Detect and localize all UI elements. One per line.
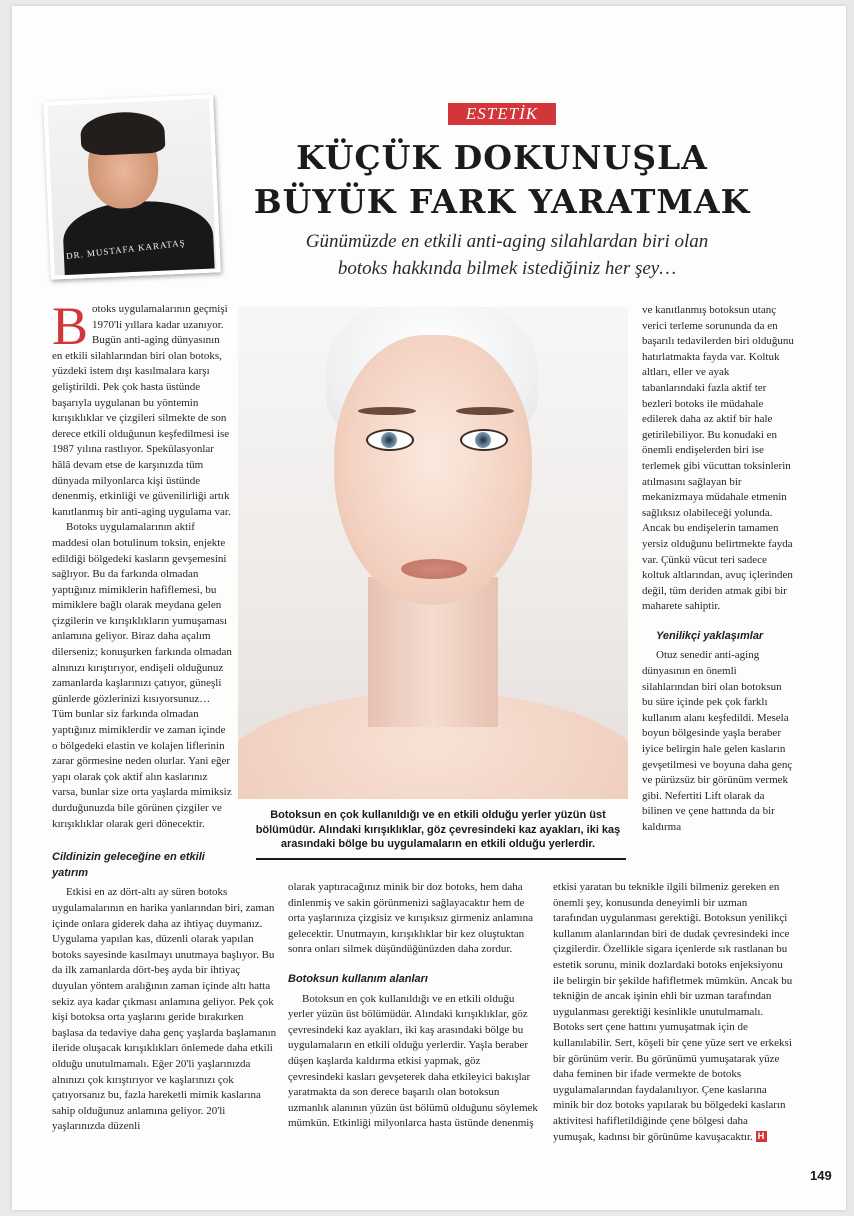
end-mark-icon: H: [756, 1131, 767, 1142]
author-photo: [43, 94, 221, 279]
drop-cap: B: [52, 296, 89, 356]
subtitle: [262, 228, 752, 282]
column-3-paragraph-2: Otuz senedir anti-aging dünyasının en önemli silahlarından biri olan botoksun bu süre içinde pek çok farklı kullanım alanı keşfedildi. Mesela boyun bölgesinde yaşla beraber iyice belirgin hale gelen kasların gevşetilmesi ve boyuna daha genç ve pürüzsüz bir görünüm vermek gibi. Nefertiti Lift olarak da bilinen ve çene hattında da bir kaldırma: [642, 649, 793, 833]
photo-right-brow: [456, 407, 514, 415]
article-column-4: [553, 880, 793, 1145]
photo-right-eye: [460, 429, 508, 451]
column-2-paragraph-2: Botoksun en çok kullanıldığı ve en etkili olduğu yerler yüzün üst bölümüdür. Alındaki kırışıklıklar, göz çevresindeki kaz ayakları, iki kaş arasındaki bölge bu uygulamaların en etkili olduğu yerlerdir. Yaşla beraber düşen kaşlarda kaldırma etkisi yapmak, göz çevresindeki kasları gevşeterek daha etkileyici bakışlar yaratmakta da son derece başarılı olan botoksun uzmanlık alanının yüzün üst bölümü olduğunu söylemek mümkün. Etkinliği milyonlarca hasta üstünde denenmiş: [288, 992, 538, 1130]
photo-lips: [401, 559, 467, 579]
column-1-paragraph-3: Etkisi en az dört-altı ay süren botoks uygulamalarının en harika yanlarından biri, zaman içinde onlara giderek daha az ihtiyaç duymanız. Uygulama yapılan kas, düzenli olarak yapılan botoks sayesinde kasılmayı unutmaya başlıyor. Bu da ilk zamanlarda dört-beş ayda bir ihtiyaç duyulan yöntem aralığının zaman içinde altı hatta sekiz aya kadar çıkması anlamına geliyor. Pek çok kişi botoksa orta yaşlarını geride bırakırken başlasa da tedaviye daha genç yaşlarda başlamanın ileride oluşacak kırışıklıkları önlemede daha etkili olduğu unutulmamalı. Eğer 20'li yaşlarınızda alnınızı çok kırıştırıyor ve kaşlarınızı çok çatıyorsanız bu, fazla hareketli mimik kaslarına sahip olduğunuz anlamına geliyor. 20'li yaşlarınızda düzenli: [52, 886, 277, 1133]
hero-photo: [238, 307, 628, 799]
photo-left-eye: [366, 429, 414, 451]
article-column-1: [52, 296, 277, 1135]
column-1-paragraph-1: Botoks uygulamalarının geçmişi 1970'li yıllara kadar uzanıyor. Bugün anti-aging dünyasının en etkili silahlarından biri olan botoks, yüzdeki istem dışı kasılmalara karşı geliştirildi. Pek çok hasta üstünde başarıyla uygulanan bu yöntemin kırışıklıklar ve çizgileri silmekte de son derece etkili olduğunun keşfedilmesi ise 1987 yılına rastlıyor. Spekülasyonlar hâlâ devam etse de karşınızda tüm dünyada milyonlarca kişi üstünde denenmiş, etkinliği ve güvenilirliği artık kanıtlanmış bir anti-aging uygulama var.: [52, 296, 231, 518]
photo-left-brow: [358, 407, 416, 415]
author-hair: [80, 111, 166, 157]
page-number: 149: [810, 1168, 832, 1183]
column-4-paragraph-1: etkisi yaratan bu teknikle ilgili bilmeniz gereken en önemli şey, konusunda deneyimli bir uzman tarafından uygulanması gerektiği. Botoksun yenilikçi kullanım alanlarından biri de dudak çevresindeki ince çizgilerdir. Özellikle sigara içenlerde sık rastlanan bu estetik sorunu, minik dozlardaki botoks enjeksiyonu ile belirgin bir şekilde hafifletmek mümkün. Ancak bu tekniğin de ancak işinin ehli bir uzman tarafından uygulanması gerektiği kesinlikle unutulmamalı. Botoks sert çene hattını yumuşatmak için de kullanılabilir. Sert, köşeli bir çene yüze sert ve erkeksi bir görünüm verir. Bu görünümü yumuşatarak yüze daha feminen bir ifade vermekte de botoks uygulamalarından faydalanılıyor. Çene kaslarına minik bir doz botoks yapılarak bu bölgedeki kasların aktivitesi hafifletildiğinde çene bölgesi daha yumuşak, kadınsı bir görünüme kavuşacaktır. H: [553, 881, 793, 1143]
section-tag: ESTETİK: [448, 103, 556, 125]
subtitle-line-2: botoks hakkında bilmek istediğiniz her şey…: [337, 258, 677, 279]
photo-caption: Botoksun en çok kullanıldığı ve en etkili olduğu yerler yüzün üst bölümüdür. Alındaki kırışıklıklar, göz çevresindeki kaz ayakları, iki kaş arasındaki bölge bu uygulamaların en etkili olduğu yerlerdir.: [255, 809, 621, 850]
subtitle-line-1: Günümüzde en etkili anti-aging silahlardan biri olan: [305, 231, 709, 252]
article-column-3: [642, 303, 794, 836]
column-2-paragraph-1: olarak yaptıracağınız minik bir doz botoks, hem daha dinlenmiş ve sakin görünmenizi sağlayacaktır hem de orta yaşlarınıza çizgisiz ve kırışıksız girmeniz anlamına gelecektir. Unutmayın, kırışıklıklar bir kez oluştuktan sonra onları silmek düşündüğünüzden daha zordur.: [288, 881, 533, 956]
subheading-yenilikci: Yenilikçi yaklaşımlar: [656, 629, 764, 642]
article-column-2: [288, 880, 538, 1132]
column-3-paragraph-1: ve kanıtlanmış botoksun utanç verici terleme sorununda da en başarılı tedavilerden biri olduğunu hatırlatmakta fayda var. Koltuk altları, eller ve ayak tabanlarındaki fazla aktif ter bezleri botoks ile müdahale edilerek daha az aktif bir hale getirilebiliyor. Bu konudaki en önemli endişelerden biri ise terlemek gibi vücuttan toksinlerin atılmasını sağlayan bir mekanizmaya müdahale etmenin sağlıksız olabileceği yolunda. Ancak bu endişelerin tamamen yersiz olduğunu belirtmekte fayda var. Çünkü vücut teri sadece koltuk altlarından, avuç içlerinden değil, tüm deriden atmak gibi bir maharete sahiptir.: [642, 304, 794, 613]
headline: [222, 136, 782, 224]
author-name: DR. MUSTAFA KARATAŞ: [65, 237, 187, 262]
caption-rule: [256, 858, 626, 860]
subheading-kullanim-alanlari: Botoksun kullanım alanları: [288, 972, 428, 985]
headline-line-1: KÜÇÜK DOKUNUŞLA: [296, 138, 708, 177]
headline-line-2: BÜYÜK FARK YARATMAK: [253, 182, 751, 221]
column-1-paragraph-2: Botoks uygulamalarının aktif maddesi olan botulinum toksin, enjekte edildiği bölgedeki kasların gevşemesini sağlıyor. Bu da farkında olmadan yaptığınız mimiklerin hafiflemesi, bu mimiklere bağlı olarak meydana gelen çizgilerin ve kırışıklıkların yumuşaması anlamına geliyor. Biraz daha açalım dilerseniz; konuşurken farkında olmadan alnınızı kırıştırıyor, endişeli olduğunuz zamanlarda kaşlarınızı çatıyor, güneşli günlerde gözlerinizi kısıyorsunuz… Tüm bunlar siz farkında olmadan yaptığınız mimiklerdir ve zaman içinde o bölgedeki elastin ve kolajen liflerinin zarar görmesine neden olurlar. Yani eğer yapı olarak çok aktif alın kaslarınız varsa, bunlar size orta yaşlarda mimiksiz durduğunuzda bile görünen çizgiler ve kırışıklıklar olarak geri dönecektir.: [52, 521, 232, 830]
author-shirt: [62, 199, 215, 280]
subheading-cilt-yatirim: Cildinizin geleceğine en etkili yatırım: [52, 851, 205, 879]
